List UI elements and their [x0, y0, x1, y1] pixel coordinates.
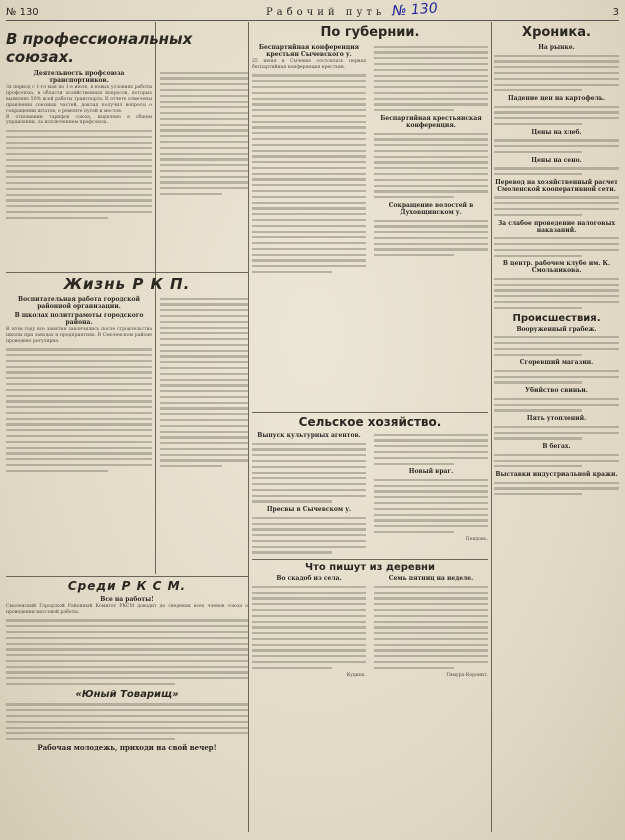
- text-block: [494, 196, 619, 216]
- subsection-title: Перевод на хозяйственный расчет Смоленской кооперативной сети.: [495, 178, 618, 193]
- subsection-title: Что пишут из деревни: [305, 562, 435, 574]
- subsection-title: Деятельность профсоюза транспортников.: [33, 70, 125, 84]
- text-block: [494, 55, 619, 92]
- text-block: [252, 443, 366, 503]
- text-block: [160, 294, 248, 471]
- footer-slogan: Рабочая молодежь, приходи на свой вечер!: [37, 743, 217, 753]
- section-divider: [252, 412, 488, 413]
- text-block: [374, 479, 488, 533]
- column-rule: [248, 22, 249, 832]
- subsection-title: В центр. рабочем клубе им. К. Смольникова.: [502, 260, 611, 275]
- handwritten-number: № 130: [391, 0, 439, 20]
- text-block: [494, 482, 619, 496]
- page-number-right: 3: [612, 6, 619, 18]
- subsection-title: Во скадоб из села.: [276, 575, 342, 583]
- text-block: [494, 398, 619, 412]
- subsection-title: За слабое проведение налоговых наказаний.: [497, 219, 616, 234]
- section-divider: [6, 272, 248, 273]
- subsection-title: Пресвы в Сычевском у.: [266, 506, 352, 514]
- subsection-title: Сокращение волостей в Духовщинском у.: [388, 201, 474, 216]
- paragraph: Смоленский Городской Районный Комитет РКСМ доводит до сведения всех членов союза о проведении массовой работы.: [6, 604, 248, 615]
- agriculture-section: [252, 414, 488, 834]
- subsection-title: Беспартийная крестьянская конференция.: [380, 114, 482, 129]
- subsection-title: Семь пятниц на неделе.: [388, 575, 474, 583]
- page-header: [6, 4, 619, 21]
- subsection-title: В школах политграмоты городского района.: [14, 312, 144, 326]
- text-block: [494, 237, 619, 257]
- paragraph: В этом году все занятия закончились после строительства школы при заводах и предприятиях. В Смоленском районе проведено регулярно.: [6, 327, 152, 344]
- prof-unions-section: [6, 24, 248, 270]
- section-divider: [252, 559, 488, 560]
- subsection-title: Воспитательная работа городской районной организации.: [18, 296, 140, 310]
- section-divider: [6, 576, 248, 577]
- subsection-title: Выпуск культурных агентов.: [257, 432, 361, 439]
- text-block: [6, 130, 152, 219]
- section-title: Среди Р К С М.: [67, 579, 187, 593]
- text-block: [494, 278, 619, 309]
- text-block: [494, 454, 619, 468]
- section-title: Жизнь Р К П.: [63, 275, 191, 293]
- text-block: [160, 68, 248, 199]
- text-block: [374, 586, 488, 669]
- signature: Кудина.: [346, 672, 366, 678]
- text-block: [374, 220, 488, 257]
- text-block: [6, 348, 152, 472]
- text-block: [6, 703, 248, 740]
- text-block: [252, 74, 366, 273]
- text-block: [494, 139, 619, 153]
- subsection-title: Пять утоплений.: [526, 415, 587, 423]
- text-block: [494, 336, 619, 356]
- section-title: По губернии.: [320, 25, 420, 40]
- section-title: Сельское хозяйство.: [298, 415, 442, 429]
- chronicle-section: [494, 24, 619, 834]
- paragraph: За период с 1-го мая по 1-е июля, в новых условиях работы профсоюза, в области хозяйственных вопросов, которых выявлено 50% всей работы транспорта. В отчете отмечены правления союзных частей, доклад получил вопросы о сокращении штатов, о ремонте путей и мостов.: [6, 85, 152, 114]
- signature: Пендовъ.: [465, 536, 488, 542]
- subsection-title: Новый враг.: [408, 468, 454, 476]
- subsection-title: Убийство свиньи.: [525, 387, 588, 395]
- subsection-title: Цены на хлеб.: [531, 128, 582, 136]
- subsection-title: Падение цен на картофель.: [508, 95, 605, 103]
- text-block: [494, 167, 619, 175]
- paragraph: В отношении тарифов союза, выделено в общем управлении, за исключением профсоюза.: [6, 114, 152, 126]
- subsection-title: Сгоревший магазин.: [519, 359, 594, 367]
- section-title: В профессиональных союзах.: [6, 30, 193, 66]
- text-block: [494, 370, 619, 384]
- text-block: [252, 586, 366, 669]
- text-block: [374, 133, 488, 199]
- subsection-title: В бегах.: [542, 443, 571, 451]
- text-block: [6, 619, 248, 685]
- subsection-title: На рынке.: [538, 44, 575, 51]
- subsection-title: Цены на сено.: [531, 156, 582, 164]
- text-block: [494, 106, 619, 126]
- rksm-section: [6, 578, 248, 836]
- subsection-title: Беспартийная конференция крестьян Сычевского у.: [258, 44, 360, 58]
- text-block: [374, 46, 488, 112]
- subsection-title: Все на работы!: [100, 596, 154, 603]
- subsection-title: «Юный Товарищ»: [75, 688, 179, 700]
- subsection-title: Вооруженный грабеж.: [516, 325, 597, 333]
- text-block: [494, 426, 619, 440]
- newspaper-title: Рабочий путь: [265, 6, 386, 18]
- text-block: [252, 517, 366, 554]
- subsection-title: Происшествия.: [512, 312, 601, 324]
- section-title: Хроника.: [522, 25, 591, 40]
- signature: Тимура-Коронит.: [446, 672, 488, 678]
- page-number: № 130: [6, 6, 39, 18]
- paragraph: 25 июня в Сычевке состоялась первая беспартийная конференция крестьян.: [252, 59, 366, 70]
- life-rkp-section: [6, 274, 248, 574]
- column-rule: [491, 22, 492, 832]
- text-block: [374, 434, 488, 465]
- subsection-title: Выставки индустриальной кражи.: [495, 471, 618, 479]
- gubernia-section: [252, 24, 488, 394]
